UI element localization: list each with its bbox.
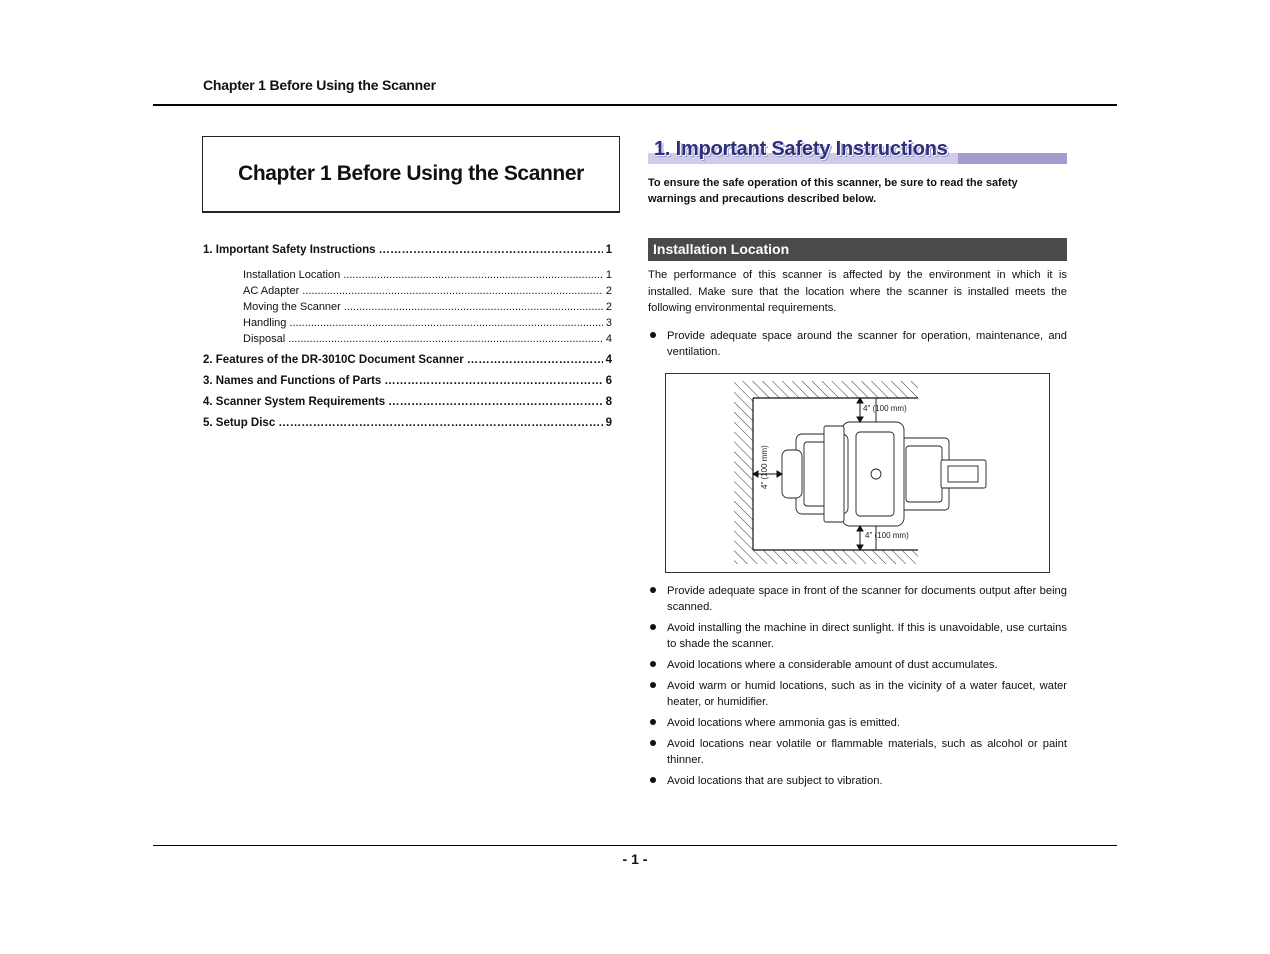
bullet-icon (650, 740, 656, 746)
toc-leader (288, 331, 603, 347)
installation-paragraph: The performance of this scanner is affected by the environment in which it is installed. Make sure that the location where the scanner is installed meets the following environmental requirements. (648, 269, 1067, 314)
list-item-text: Avoid locations where ammonia gas is emitted. (667, 717, 900, 729)
toc-entry-requirements[interactable] (203, 394, 612, 415)
clearance-diagram-drawing (666, 374, 1051, 574)
toc-leader (467, 352, 603, 369)
scanner-top-view (782, 398, 986, 550)
toc-subentry-moving[interactable] (203, 299, 612, 315)
list-item-text: Provide adequate space in front of the scanner for documents output after being scanned. (667, 585, 1067, 613)
list-item (648, 715, 1067, 731)
toc-entry-features[interactable] (203, 352, 612, 373)
toc-entry-title: 1. Important Safety Instructions (203, 244, 376, 256)
bullet-icon (650, 682, 656, 688)
toc-entry-safety[interactable] (203, 242, 612, 263)
list-item (648, 678, 1067, 710)
bullet-icon (650, 624, 656, 630)
list-item (648, 773, 1067, 789)
list-item-text: Avoid warm or humid locations, such as in the vicinity of a water faucet, water heater, or humidifier. (667, 680, 1067, 708)
bullet-icon (650, 661, 656, 667)
list-item (648, 583, 1067, 615)
list-item-text: Provide adequate space around the scanner for operation, maintenance, and ventilation. (667, 330, 1067, 358)
footer-rule (153, 845, 1117, 846)
toc-subentry-page: 2 (605, 301, 612, 313)
toc-subentry-title: Installation Location (243, 269, 341, 281)
bullet-icon (650, 719, 656, 725)
toc-subentry-ac-adapter[interactable] (203, 283, 612, 299)
toc-leader (278, 415, 602, 432)
list-item (648, 657, 1067, 673)
clearance-label-left: 4" (100 mm) (760, 445, 769, 489)
installation-subheading: Installation Location (648, 238, 1067, 261)
toc-entry-page: 8 (605, 396, 612, 408)
clearance-label-bottom: 4" (100 mm) (865, 531, 909, 540)
section-heading (648, 138, 1067, 166)
toc-entry-title: 5. Setup Disc (203, 417, 276, 429)
toc-entry-page: 4 (605, 354, 612, 366)
toc-subentry-title: Handling (243, 317, 287, 329)
list-item-text: Avoid locations where a considerable amount of dust accumulates. (667, 659, 998, 671)
toc-subentry-title: Moving the Scanner (243, 301, 341, 313)
clearance-label-top: 4" (100 mm) (863, 404, 907, 413)
list-item-text: Avoid locations near volatile or flammable materials, such as alcohol or paint thinner. (667, 738, 1067, 766)
list-item-text: Avoid installing the machine in direct sunlight. If this is unavoidable, use curtains to shade the scanner. (667, 622, 1067, 650)
list-item (648, 620, 1067, 652)
toc-subentry-handling[interactable] (203, 315, 612, 331)
toc-entry-page: 1 (605, 244, 612, 256)
toc-leader (388, 394, 602, 411)
list-item (648, 328, 1067, 360)
section-heading-text: 1. Important Safety Instructions (654, 138, 948, 160)
toc-entry-parts[interactable] (203, 373, 612, 394)
toc-leader (384, 373, 602, 390)
toc-leader (379, 242, 603, 259)
toc-leader (289, 315, 602, 331)
toc-subentry-page: 1 (605, 269, 612, 281)
toc-entry-title: 4. Scanner System Requirements (203, 396, 386, 408)
list-item-text: Avoid locations that are subject to vibration. (667, 775, 883, 787)
toc-subentry-page: 2 (605, 285, 612, 297)
running-header: Chapter 1 Before Using the Scanner (203, 77, 436, 93)
toc-subentry-disposal[interactable] (203, 331, 612, 347)
toc-entry-setup-disc[interactable] (203, 415, 612, 436)
toc-leader (344, 299, 603, 315)
clearance-diagram (665, 373, 1050, 573)
toc-entry-page: 9 (605, 417, 612, 429)
toc-subentry-title: Disposal (243, 333, 286, 345)
page-number: - 1 - (622, 851, 648, 867)
bullet-icon (650, 777, 656, 783)
toc-entry-title: 3. Names and Functions of Parts (203, 375, 382, 387)
bullet-icon (650, 332, 656, 338)
header-rule (153, 104, 1117, 106)
section-intro: To ensure the safe operation of this scanner, be sure to read the safety warnings and precautions described below. (648, 177, 1018, 205)
toc-leader (302, 283, 603, 299)
toc-subentry-page: 4 (605, 333, 612, 345)
toc-entry-page: 6 (605, 375, 612, 387)
toc-subentry-installation[interactable] (203, 267, 612, 283)
chapter-title-box (202, 136, 620, 213)
bullet-icon (650, 587, 656, 593)
bullet-list-avoid (648, 583, 1067, 794)
toc-leader (343, 267, 603, 283)
table-of-contents (203, 242, 612, 436)
toc-subentry-title: AC Adapter (243, 285, 300, 297)
toc-subentry-page: 3 (605, 317, 612, 329)
list-item (648, 736, 1067, 768)
toc-entry-title: 2. Features of the DR-3010C Document Scanner (203, 354, 464, 366)
chapter-title: Chapter 1 Before Using the Scanner (238, 162, 584, 185)
bullet-list-space (648, 328, 1067, 365)
